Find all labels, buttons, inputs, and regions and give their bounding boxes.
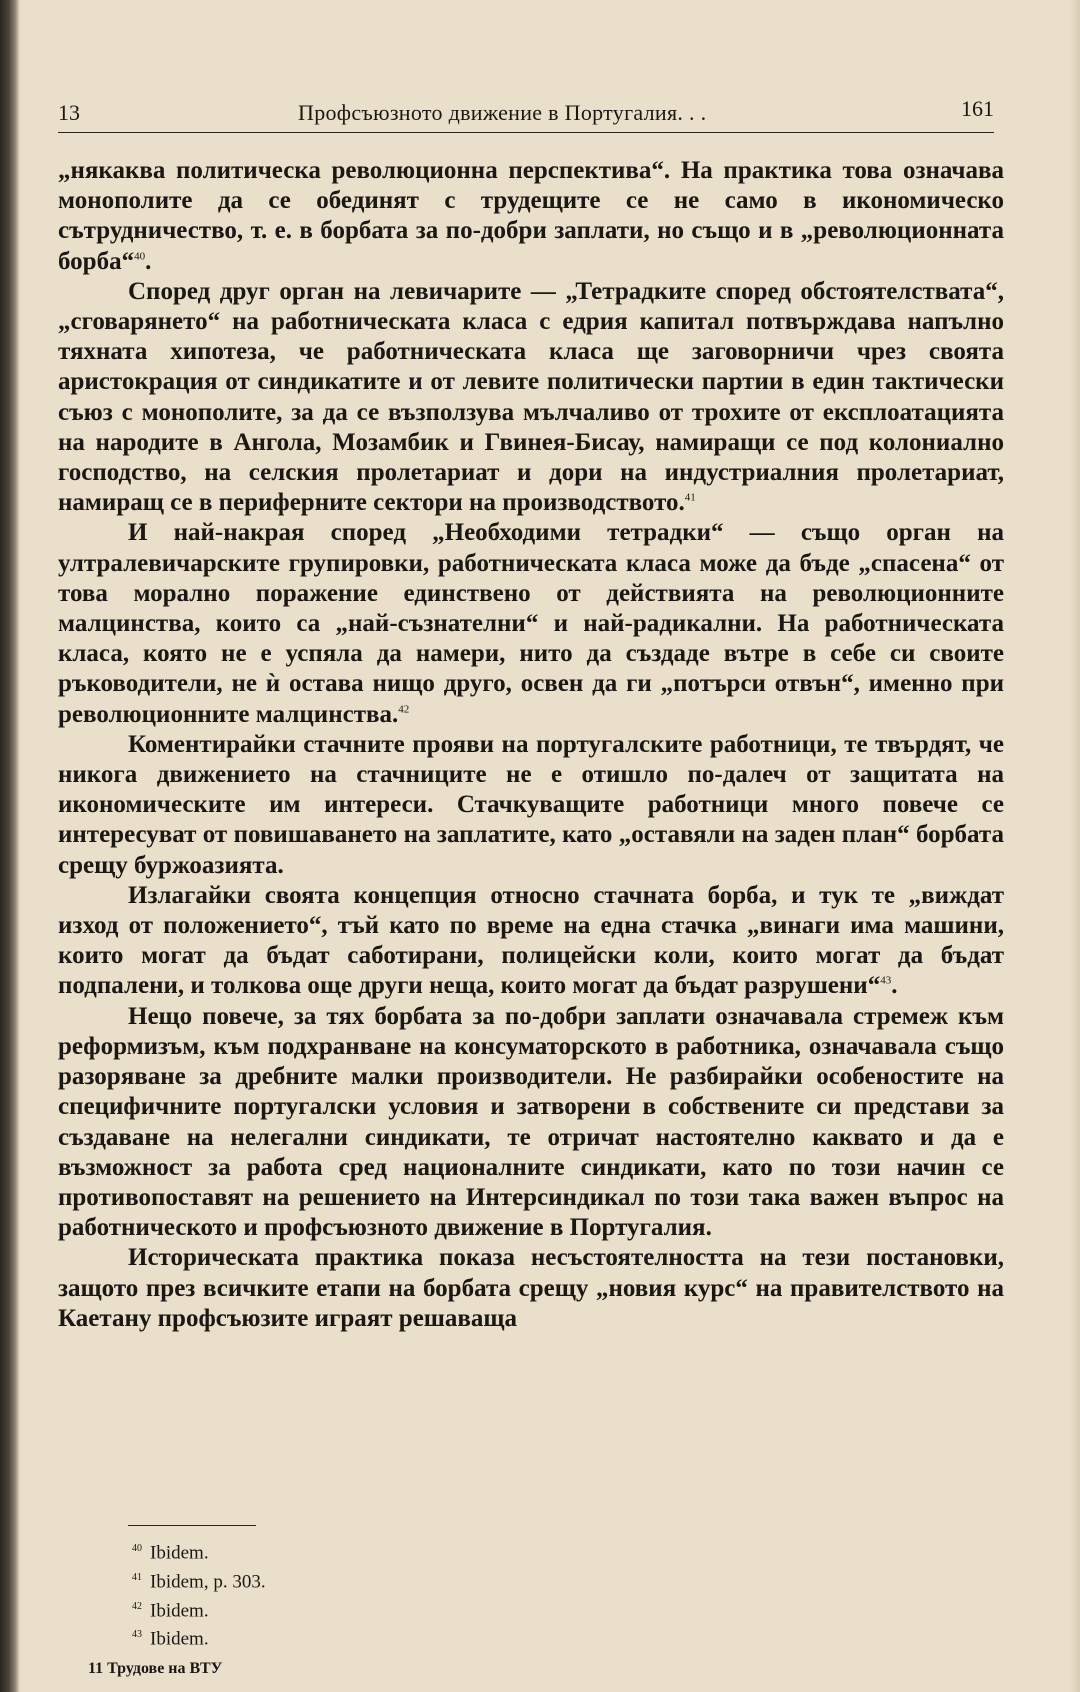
footnote-ref: 40 (134, 250, 146, 263)
footnote-number: 43 (132, 1629, 142, 1641)
page-number: 161 (961, 96, 994, 121)
header-left-number: 13 (58, 100, 80, 125)
paragraph-text: Излагайки своята концепция относно стачната борба, и тук те „виждат изход от положението“, тъй като по време на една стачка „винаги има машини, които могат да бъдат саботирани, полицейски коли, които могат да бъдат подпалени, и толкова още други неща, които могат да бъдат разрушени“ (58, 881, 1004, 1000)
paragraph-text: Историческата практика показа несъстоятелността на тези постановки, защото през всичките етапи на борбата срещу „новия курс“ на правителството на Каетану профсъюзите играят решаваща (58, 1244, 1004, 1332)
paragraph (58, 518, 1004, 729)
footnote-divider (128, 1525, 256, 1526)
footnote (132, 1595, 266, 1624)
paragraph: „някаква политическа революционна перспектива“. На практика това означава монополите да се обединят с трудещите се не само в икономическо сътрудничество, т. е. в борбата за по-добри заплати, но също и в „революционната борба“$^{40}$. (58, 157, 1004, 275)
footnote-text: Ibidem. (150, 1599, 209, 1621)
footnote-text: Ibidem. (150, 1542, 209, 1564)
printer-signature: 11 Трудове на ВТУ (88, 1660, 223, 1677)
footnote-ref: 42 (398, 703, 410, 716)
paragraph-text: „някаква политическа революционна перспектива“. На практика това означава монополите да се обединят с трудещите се не само в икономическо сътрудничество, т. е. в борбата за по-добри заплати, но също и в „революционната борба“ (58, 157, 1004, 275)
footnote-ref: 41 (684, 491, 696, 504)
paragraph (58, 1002, 1004, 1244)
paragraph (58, 1243, 1004, 1334)
paragraph (58, 277, 1004, 519)
running-header (58, 98, 994, 133)
paragraph: Излагайки своята концепция относно стачната борба, и тук те „виждат изход от положението“, тъй като по време на една стачка „винаги има машини, които могат да бъдат саботирани, полицейски коли, които могат да бъдат подпалени, и толкова още други неща, които могат да бъдат разрушени“$^{43}$. (58, 881, 1004, 1000)
paragraph (58, 730, 1004, 881)
book-spine-shadow (0, 0, 20, 1692)
footnote-number: 41 (132, 1571, 142, 1583)
footnote (132, 1566, 266, 1595)
footnote-number: 40 (132, 1543, 142, 1554)
footnote-text: Ibidem. (150, 1628, 209, 1650)
paragraph-text: Коментирайки стачните прояви на португалските работници, те твърдят, че никога движението на стачниците не е отишло по-далеч от защитата на икономическите им интереси. Стачкуващите работници много повече се интересуват от повишаването на заплатите, като „оставяли на заден план“ борбата срещу буржоазията. (58, 730, 1004, 879)
footnote-text: Ibidem, p. 303. (150, 1571, 266, 1593)
footnote-number: 42 (132, 1600, 142, 1612)
paragraph-text: Според друг орган на левичарите — „Тетрадките според обстоятелствата“, „сговарянето“ на работническата класа с едрия капитал потвърждава напълно тяхната хипотеза, че работническата класа ще заговорничи чрез своята аристокрация от синдикатите и от левите политически партии в един тактически съюз с монополите, за да се възползува мълчаливо от трохите от експлоатацията на народите в Ангола, Мозамбик и Гвинея-Бисау, намиращи се под колониално господство, на селския пролетариат и дори на индустриалния пролетариат, намиращ се в периферните сектори на производството. (58, 277, 1004, 517)
footnotes (132, 1537, 266, 1652)
footnote (132, 1623, 266, 1652)
paragraph-text: И най-накрая според „Необходими тетрадки“ — също орган на ултралевичарските групировки, работническата класа може да бъде „спасена“ от това морално поражение единствено от действията на революционните малцинства, които са „най-съзнателни“ и най-радикални. На работническата класа, която не е успяла да намери, нито да създаде вътре в себе си своите ръководители, не ѝ остава нищо друго, освен да ги „потърси отвън“, именно при революционните малцинства. (58, 519, 1004, 728)
paragraph-text: Нещо повече, за тях борбата за по-добри заплати означавала стремеж към реформизъм, към подхранване на консуматорското в работника, означавала също разоряване за дребните малки производители. Не разбирайки особеностите на специфичните португалски условия и затворени в собствените си представи за създаване на нелегални синдикати, те отричат настоятелно каквато и да е възможност за работа сред националните синдикати, като по този начин се противопоставят на решението на Интерсиндикал по този така важен въпрос на работническото и профсъюзното движение в Португалия. (58, 1002, 1004, 1242)
header-title: Профсъюзното движение в Португалия. . . (298, 100, 707, 125)
footnote-ref: 43 (880, 975, 892, 988)
page-edge (1070, 0, 1080, 1692)
footnote (132, 1537, 266, 1566)
body-text (58, 156, 1004, 1334)
